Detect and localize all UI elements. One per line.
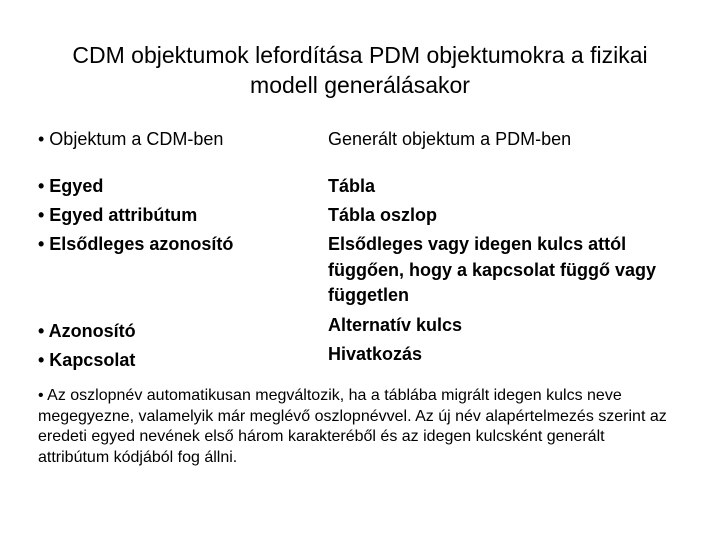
slide-title-line-1: CDM objektumok lefordítása PDM objektumokra a fizikai — [72, 42, 648, 68]
cdm-item-relationship: • Kapcsolat — [38, 350, 136, 370]
list-spacer — [38, 259, 308, 317]
pdm-object-list — [328, 172, 688, 369]
pdm-item-table: Tábla — [328, 176, 376, 196]
pdm-item-alternate-key: Alternatív kulcs — [328, 314, 463, 335]
slide-title — [40, 40, 680, 100]
slide-title-line-2: modell generálásakor — [250, 72, 470, 98]
pdm-item-table-column: Tábla oszlop — [328, 205, 438, 225]
cdm-item-identifier: • Azonosító — [38, 321, 136, 341]
pdm-item-reference: Hivatkozás — [328, 343, 423, 364]
cdm-item-primary-identifier: • Elsődleges azonosító — [38, 234, 234, 254]
cdm-object-list — [38, 172, 308, 375]
pdm-item-primary-or-foreign-key: Elsődleges vagy idegen kulcs attól függően, hogy a kapcsolat függő vagy független — [328, 234, 657, 305]
cdm-item-entity-attribute: • Egyed attribútum — [38, 205, 198, 225]
cdm-item-entity: • Egyed — [38, 176, 104, 196]
column-rename-note: • Az oszlopnév automatikusan megváltozik, ha a táblába migrált idegen kulcs neve megegyezne, valamelyik már meglévő oszlopnévvel. Az új név alapértelmezés szerint az eredeti egyed nevének első három karakteréből és az idegen kulcsként generált attribútum kódjából fog állni. — [38, 387, 667, 466]
header-pdm-object: Generált objektum a PDM-ben — [328, 129, 572, 149]
header-cdm-object: • Objektum a CDM-ben — [38, 129, 224, 149]
